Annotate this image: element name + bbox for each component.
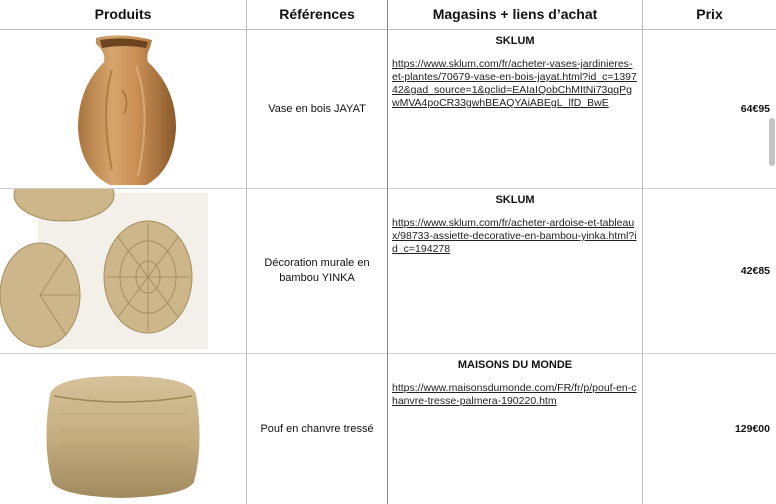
purchase-link[interactable]: https://www.sklum.com/fr/acheter-ardoise-et-tableaux/98733-assiette-decorative-en-bambou-yinka.html?id_c=194278	[392, 217, 637, 255]
store-name: SKLUM	[495, 194, 535, 206]
hemp-pouf-image	[0, 354, 246, 504]
price-cell: 42€85	[740, 265, 770, 277]
reference-cell: Décoration murale en bambou YINKA	[264, 257, 370, 284]
product-image-cell	[0, 354, 246, 504]
store-cell	[388, 354, 642, 504]
table-row	[0, 354, 776, 504]
header-price: Prix	[696, 6, 723, 22]
column-divider	[246, 0, 247, 504]
purchase-link[interactable]: https://www.sklum.com/fr/acheter-vases-jardinieres-et-plantes/70679-vase-en-bois-jayat.html?id_c=139742&gad_source=1&gclid=EAIaIQobChMItNi73qqPgwMVA4poCR33gwhBEAQYAiABEgL_lfD_BwE	[392, 58, 637, 109]
reference-cell: Vase en bois JAYAT	[268, 102, 366, 115]
bamboo-wall-plates-image	[0, 189, 246, 353]
product-image-cell	[0, 189, 246, 353]
store-name: SKLUM	[495, 35, 535, 47]
header-stores: Magasins + liens d’achat	[432, 6, 598, 22]
column-divider	[642, 0, 643, 504]
reference-cell: Pouf en chanvre tressé	[260, 422, 374, 435]
table-row	[0, 189, 776, 354]
header-products: Produits	[94, 6, 152, 22]
store-cell	[388, 30, 642, 188]
price-cell: 64€95	[740, 103, 770, 115]
column-divider	[387, 0, 388, 504]
table-header	[0, 0, 776, 30]
purchase-link[interactable]: https://www.maisonsdumonde.com/FR/fr/p/pouf-en-chanvre-tresse-palmera-190220.htm	[392, 382, 637, 407]
wooden-vase-image	[0, 30, 246, 188]
header-references: Références	[279, 6, 355, 22]
vertical-scrollbar[interactable]	[769, 118, 775, 166]
store-name: MAISONS DU MONDE	[457, 359, 573, 371]
product-image-cell	[0, 30, 246, 188]
table-row	[0, 30, 776, 189]
store-cell	[388, 189, 642, 353]
price-cell: 129€00	[734, 423, 770, 435]
